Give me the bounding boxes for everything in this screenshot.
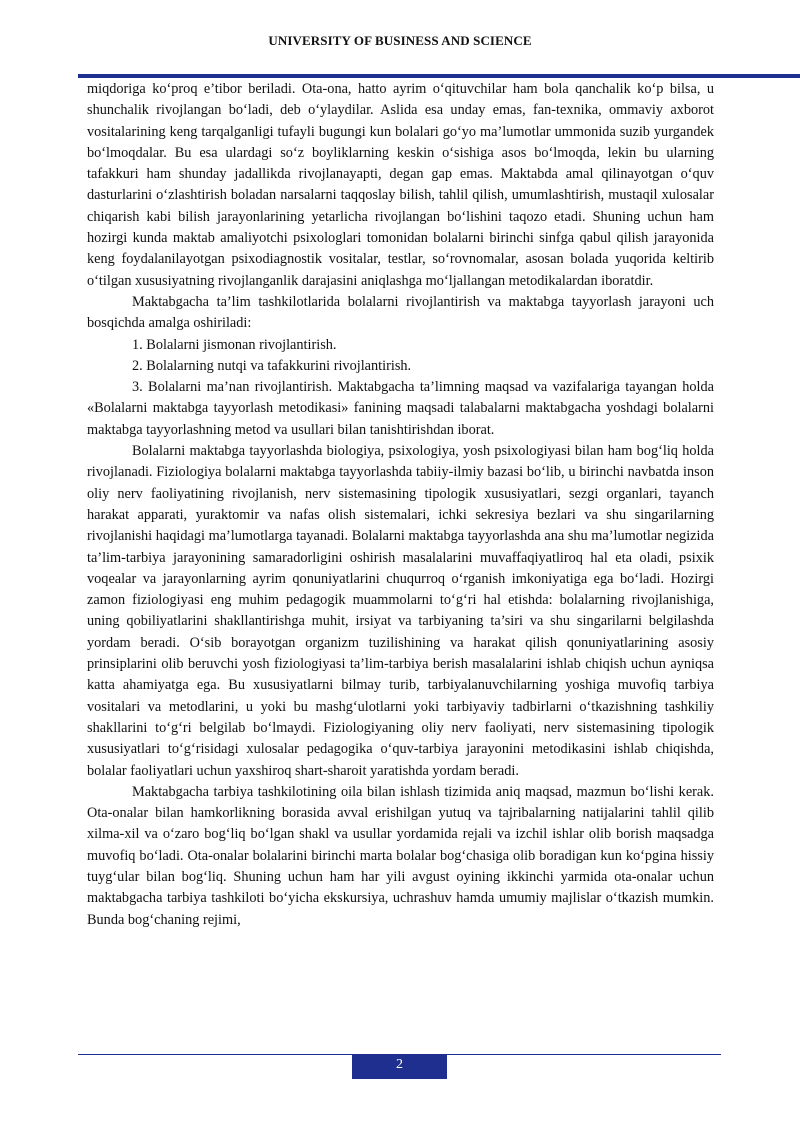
list-item-3: 3. Bolalarni ma’nan rivojlantirish. Maktabgacha ta’limning maqsad va vazifalariga tayangan holda «Bolalarni maktabga tayyorlash metodikasi» fanining maqsadi talabalarni maktabgacha yoshdagi bolalarni maktabga tayyorlashning metod va usullari bilan tanishtirishdan iborat.	[87, 379, 714, 438]
page-header-title: UNIVERSITY OF BUSINESS AND SCIENCE	[268, 33, 532, 48]
list-item-2: 2. Bolalarning nutqi va tafakkurini rivojlantirish.	[132, 357, 412, 374]
paragraph-continuation: miqdoriga ko‘proq e’tibor beriladi. Ota-ona, hatto ayrim o‘qituvchilar ham bola qanchalik ko‘p bilsa, u shunchalik rivojlangan bo‘ladi, deb o‘ylaydilar. Aslida esa unday emas, fan-texnika, ommaviy axborot vositalarining keng tarqalganligi tufayli bugungi kun bolalari go‘yo ma’lumotlar ummonida suzib yurgandek bo‘lmoqdalar. Bu esa ulardagi so‘z boyliklarning keskin o‘sishiga asos bo‘lmoqda, lekin bu ularning tafakkuri ham shunday jadallikda rivojlanayapti, degan gap emas. Maktabda amal qilinayotgan o‘quv dasturlarini o‘zlashtirish boladan narsalarni taqqoslay bilish, tahlil qilish, umumlashtirish, mustaqil xulosalar chiqarish kabi bilish jarayonlarining yetarlicha rivojlangan bo‘lishini taqozo etadi. Shuning uchun ham hozirgi kunda maktab amaliyotchi psixologlari tomonidan bolalarni birinchi sinfga qabul qilish jarayonida keng foydalanilayotgan psixodiagnostik vositalar, testlar, so‘rovnomalar, asosan bolada yuqorida keltirib o‘tilgan xususiyatning rivojlanganlik darajasini aniqlashga mo‘ljallangan metodikalardan iboratdir.	[87, 81, 714, 289]
header-divider	[78, 74, 800, 78]
page-number: 2	[352, 1055, 447, 1079]
document-body	[87, 79, 714, 931]
paragraph-family-work: Maktabgacha tarbiya tashkilotining oila bilan ishlash tizimida aniq maqsad, mazmun bo‘lishi kerak. Ota-onalar bilan hamkorlikning borasida avval erishilgan yutuq va tajribalarning natijalarini tahlil qilib xilma-xil va o‘zaro bog‘liq bo‘lgan shakl va usullar yordamida rejali va izchil ishlar olib borish maqsadga muvofiq bo‘ladi. Ota-onalar bolalarini birinchi marta bolalar bog‘chasiga olib boradigan kun ko‘pgina hissiy tuyg‘ular bilan bog‘liq. Shuning uchun ham har yili avgust oyining ikkinchi yarmida ota-onalar uchun maktabgacha tarbiya tashkiloti bo‘yicha ekskursiya, uchrashuv hamda umumiy majlislar o‘tkazish mumkin. Bunda bog‘chaning rejimi,	[87, 783, 714, 928]
paragraph-stages-intro: Maktabgacha ta’lim tashkilotlarida bolalarni rivojlantirish va maktabga tayyorlash jarayoni uch bosqichda amalga oshiriladi:	[87, 293, 714, 332]
list-item-1: 1. Bolalarni jismonan rivojlantirish.	[132, 336, 337, 353]
paragraph-physiology: Bolalarni maktabga tayyorlashda biologiya, psixologiya, yosh psixologiyasi bilan ham bog‘liq holda rivojlanadi. Fiziologiya bolalarni maktabga tayyorlashda tabiiy-ilmiy bazasi bo‘lib, u birinchi navbatda inson oliy nerv faoliyatining rivojlanish, nerv sistemasining tipologik xususiyatlari, sezgi organlari, tayanch harakat apparati, yuraktomir va nafas olish sistemalari, ichki sekresiya bezlari va shu singarilarning rivojlanishi haqidagi ma’lumotlarga tayanadi. Bolalarni maktabga tayyorlashda ana shu ma’lumotlar negizida ta’lim-tarbiya jarayonining samaradorligini oshirish masalalarini muvaffaqiyatliroq hal eta oladi, psixik voqealar va jarayonlarning ayrim qonuniyatlarini chuqurroq o‘rganish imkoniyatiga ega bo‘ladi. Hozirgi zamon fiziologiyasi eng muhim pedagogik muammolarni to‘g‘ri hal etishda: bolalarning rivojlanishiga, uning qobiliyatlarini shakllantirishga muhit, irsiyat va tarbiyaning ta’siri va shu singarilarni belgilashda yordam beradi. O‘sib borayotgan organizm tuzilishining va harakat qilish qonuniyatlarining asosiy prinsiplarini olib beruvchi yosh fiziologiyasi ta’lim-tarbiya berish masalalarini ishlab chiqish uchun ayniqsa katta ahamiyatga ega. Bu xususiyatlarni bilmay turib, tarbiyalanuvchilarning yoshiga muvofiq tarbiya vositalari va metodlarini, u yoki bu mashg‘ulotlarni yoki tarbiyaviy tadbirlarni o‘tkazishning tashkiliy shakllarini to‘g‘ri belgilab bo‘lmaydi. Fiziologiyaning oliy nerv faoliyati, nerv sistemasining tipologik xususiyatlari to‘g‘risidagi xulosalar pedagogika o‘quv-tarbiya jarayonini metodikasini ishlab chiqishda, bolalar faoliyatlari uchun yaxshiroq shart-sharoit yaratishda yordam beradi.	[87, 443, 714, 779]
